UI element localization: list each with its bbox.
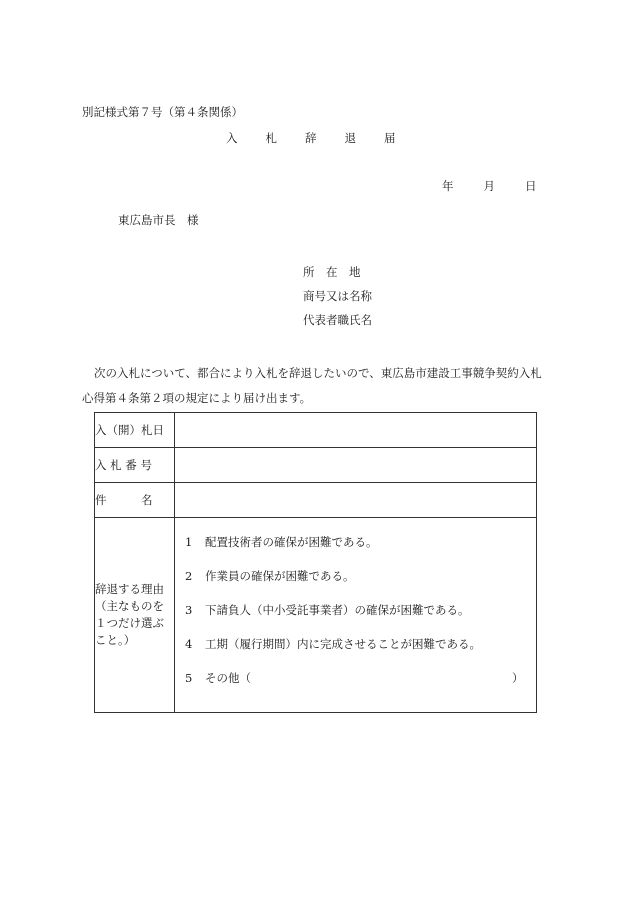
reason-options — [175, 518, 537, 713]
title-char: 届 — [384, 131, 396, 145]
date-year-label: 年 — [442, 179, 454, 193]
reason-text: その他（ — [205, 671, 251, 685]
reason-text: 作業員の確保が困難である。 — [205, 569, 355, 583]
bid-date-label: 入（開）札日 — [95, 413, 175, 448]
reason-option[interactable] — [185, 634, 536, 668]
date-line — [442, 178, 567, 194]
title-char: 入 — [226, 131, 238, 145]
reason-number: 2 — [185, 569, 193, 583]
subject-label: 件 名 — [95, 483, 175, 518]
other-close-paren: ） — [512, 671, 524, 685]
title-char: 退 — [344, 131, 356, 145]
document-title — [226, 130, 424, 146]
reason-option[interactable] — [185, 566, 536, 600]
reason-number: 5 — [185, 671, 193, 685]
bid-number-label: 入 札 番 号 — [95, 448, 175, 483]
bid-number-field[interactable] — [175, 448, 537, 483]
bid-date-field[interactable] — [175, 413, 537, 448]
sender-location-label: 所 在 地 — [303, 265, 361, 279]
reason-option-other[interactable] — [185, 668, 536, 702]
table-row — [95, 448, 537, 483]
table-row — [95, 483, 537, 518]
body-text: 次の入札について、都合により入札を辞退したいので、東広島市建設工事競争契約入札心得第４条第２項の規定により届け出ます。 — [82, 366, 542, 405]
subject-field[interactable] — [175, 483, 537, 518]
reason-number: 1 — [185, 535, 193, 549]
reason-text: 工期（履行期間）内に完成させることが困難である。 — [205, 637, 481, 651]
sender-representative-label: 代表者職氏名 — [303, 313, 372, 327]
reason-number: 4 — [185, 637, 193, 651]
reason-text: 下請負人（中小受託事業者）の確保が困難である。 — [205, 603, 470, 617]
reason-number: 3 — [185, 603, 193, 617]
reason-option[interactable] — [185, 532, 536, 566]
title-char: 辞 — [305, 131, 317, 145]
table-row — [95, 518, 537, 713]
reason-label: 辞退する理由（主なものを１つだけ選ぶこと。） — [95, 518, 175, 713]
date-month-label: 月 — [483, 179, 495, 193]
date-day-label: 日 — [525, 179, 537, 193]
withdrawal-form-table — [94, 412, 537, 713]
title-char: 札 — [265, 131, 277, 145]
sender-company-label: 商号又は名称 — [303, 289, 372, 303]
form-number: 別記様式第７号（第４条関係） — [82, 105, 243, 119]
reason-text: 配置技術者の確保が困難である。 — [205, 535, 378, 549]
reason-option[interactable] — [185, 600, 536, 634]
table-row — [95, 413, 537, 448]
addressee: 東広島市長 様 — [118, 213, 199, 227]
